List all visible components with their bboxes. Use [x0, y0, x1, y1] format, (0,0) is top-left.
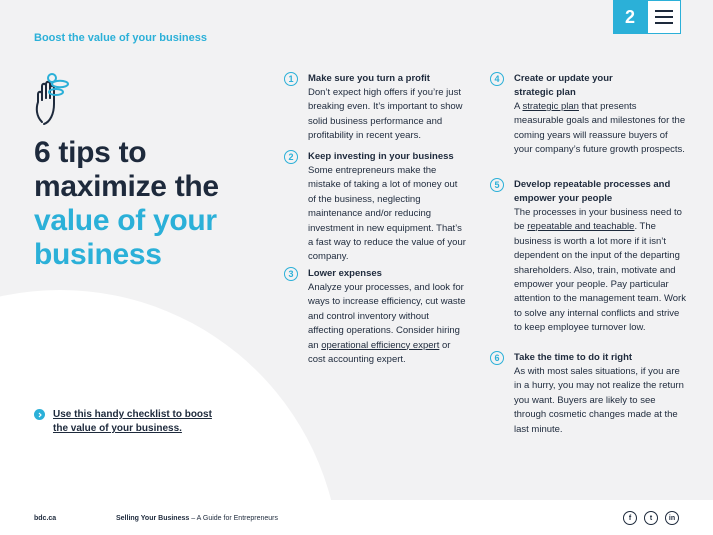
footer-band	[0, 500, 713, 535]
tip-title-6: Take the time to do it right	[514, 352, 633, 363]
tip-number-6: 6	[490, 351, 504, 365]
tip-3	[284, 267, 466, 367]
tip-body-4-text-end: that presents measurable goals and milestones for the coming years will reassure buyers of your company’s future growth prospects.	[514, 101, 686, 156]
tip-number-3: 3	[284, 267, 298, 281]
tip-4	[490, 72, 686, 158]
tip-body-3	[308, 281, 466, 367]
footer-guide-title	[116, 515, 278, 522]
page-number-badge[interactable]: 2	[613, 0, 647, 34]
tip-number-4: 4	[490, 72, 504, 86]
footer-site-link[interactable]: bdc.ca	[34, 515, 57, 522]
tip-body-3-text-end: or cost accounting expert.	[308, 339, 451, 366]
tip-1	[284, 72, 466, 144]
hamburger-icon	[655, 10, 673, 24]
chevron-right-icon	[34, 409, 45, 420]
tip-body-5-text: The processes in your business need to be	[514, 207, 682, 233]
section-label: Boost the value of your business	[34, 32, 207, 44]
tip-number-2: 2	[284, 150, 298, 164]
title-line-3: value of your	[34, 204, 217, 237]
checklist-link[interactable]: Use this handy checklist to boost the value of your business.	[53, 409, 212, 434]
tip-number-5: 5	[490, 178, 504, 192]
tip-body-2: Some entrepreneurs make the mistake of taking a lot of money out of the business, neglecting maintenance and/or reducing investment in new equipment. That’s a fast way to reduce the value of your company.	[308, 165, 466, 263]
tip-6	[490, 351, 686, 437]
twitter-icon[interactable]: t	[644, 511, 658, 525]
tip-title-1: Make sure you turn a profit	[308, 73, 430, 84]
tip-body-6: As with most sales situations, if you are in a hurry, you may not realize the return you want. Buyers are likely to see through cosmetic changes made at the last minute.	[514, 366, 684, 435]
page-title	[34, 136, 219, 272]
tip-title-3: Lower expenses	[308, 268, 382, 279]
operational-efficiency-link[interactable]: operational efficiency expert	[321, 339, 440, 351]
repeatable-teachable-link[interactable]: repeatable and teachable	[527, 221, 635, 233]
tip-title-4: Create or update your strategic plan	[514, 73, 613, 98]
tip-2	[284, 150, 466, 265]
tip-body-5-text-end: . The business is worth a lot more if it isn’t dependent on the input of the departing shareholders. Also, train, motivate and empower your people. Pay particular attention to the management team. Work to solve any internal conflicts and strive to keep employee turnover low.	[514, 221, 686, 334]
tip-body-1: Don’t expect high offers if you’re just breaking even. It’s important to show solid business performance and profitability in recent years.	[308, 87, 463, 142]
tip-body-4-text: A	[514, 101, 523, 112]
tip-body-5	[514, 206, 686, 336]
title-line-1: 6 tips to	[34, 136, 147, 169]
linkedin-icon[interactable]: in	[665, 511, 679, 525]
menu-button[interactable]	[647, 0, 681, 34]
tip-number-1: 1	[284, 72, 298, 86]
tip-title-2: Keep investing in your business	[308, 151, 454, 162]
tip-body-4	[514, 100, 686, 158]
tip-5	[490, 178, 686, 336]
guide-title: Selling Your Business	[116, 515, 190, 522]
title-line-4: business	[34, 238, 162, 271]
title-line-2: maximize the	[34, 170, 219, 203]
strategic-plan-link[interactable]: strategic plan	[522, 101, 579, 112]
facebook-icon[interactable]: f	[623, 511, 637, 525]
tip-body-3-text: Analyze your processes, and look for ways to increase efficiency, cut waste and control inventory without affecting operations. Consider hiring an	[308, 282, 466, 351]
guide-subtitle: – A Guide for Entrepreneurs	[189, 515, 278, 522]
checklist-link-row[interactable]	[34, 408, 223, 436]
crossed-fingers-icon	[30, 70, 72, 128]
tip-title-5: Develop repeatable processes and empower your people	[514, 179, 671, 204]
